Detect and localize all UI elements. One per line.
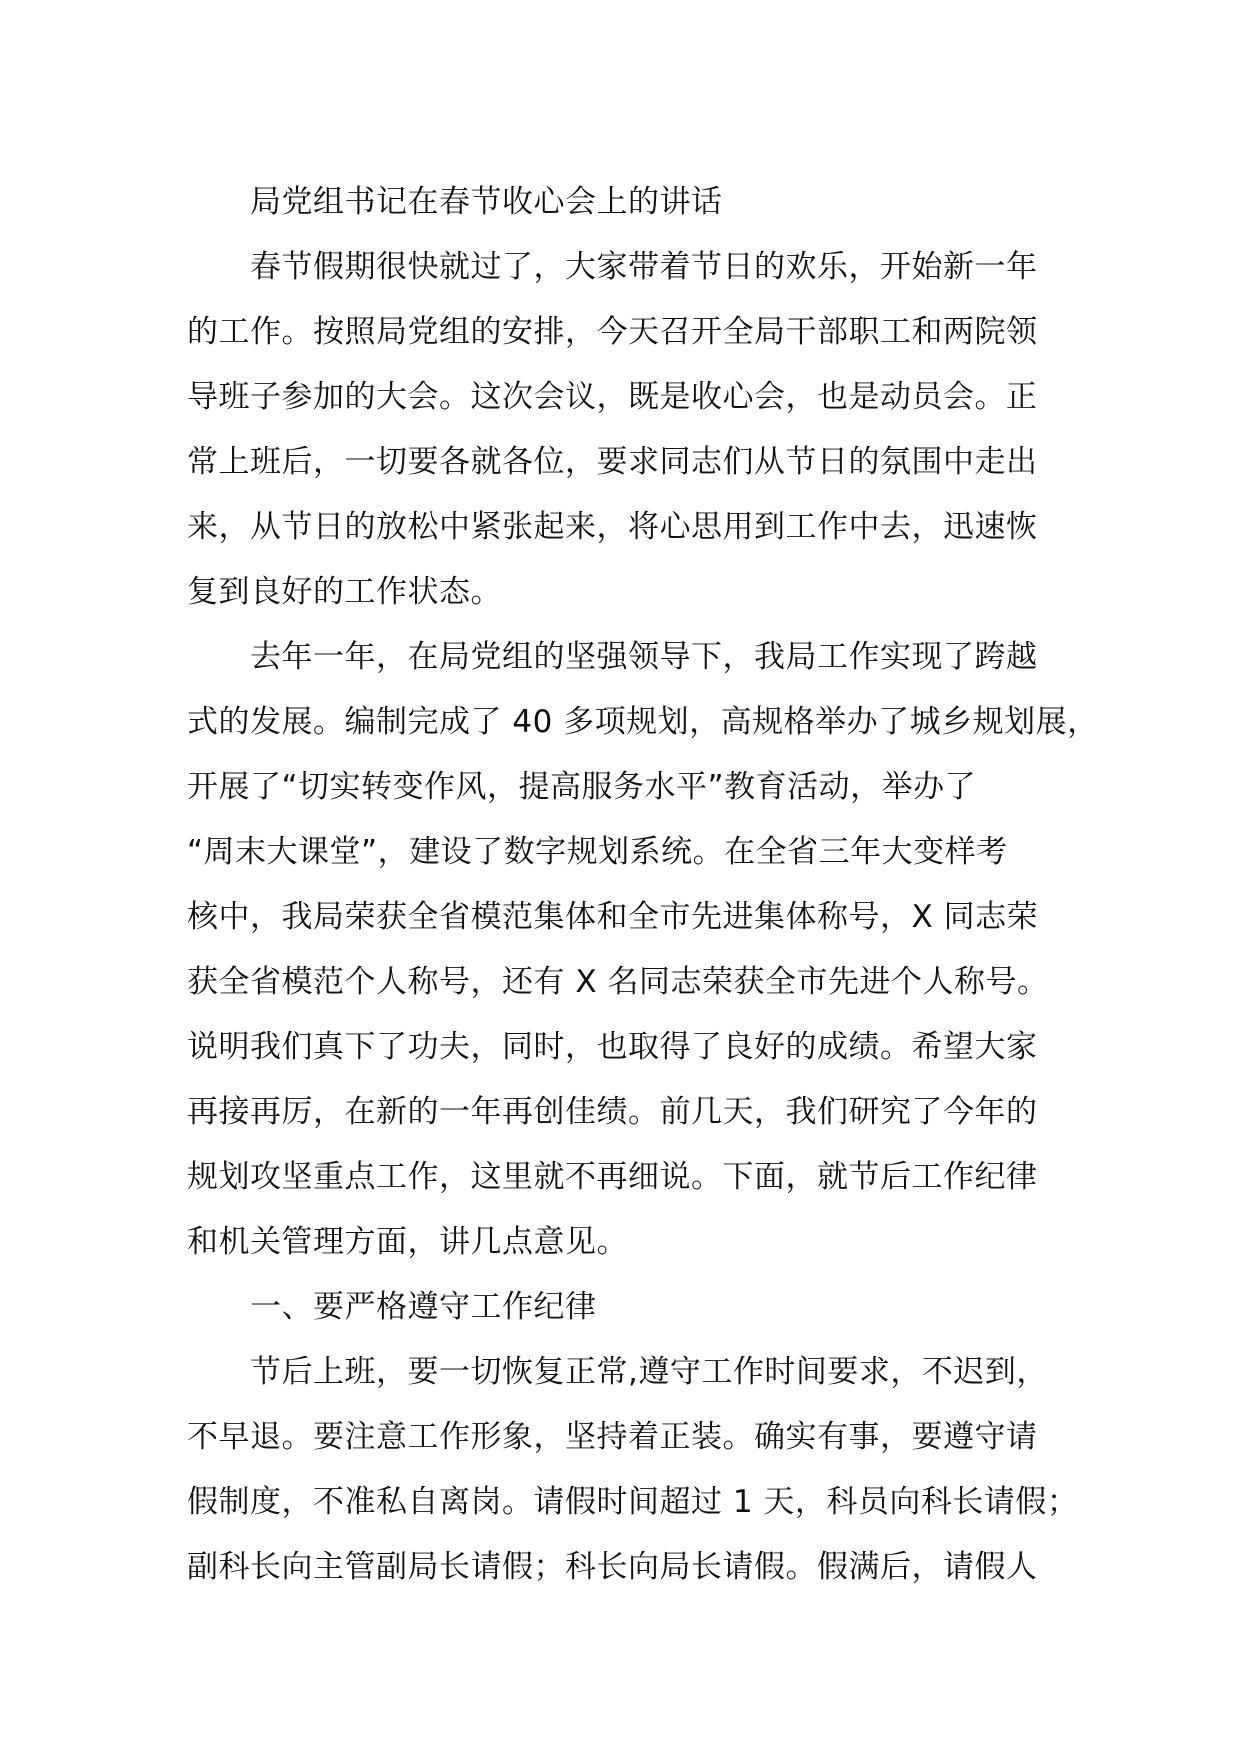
paragraph-line: 规划攻坚重点工作，这里就不再细说。下面，就节后工作纪律 — [187, 1159, 1038, 1195]
paragraph-line: 节后上班，要一切恢复正常,遵守工作时间要求，不迟到， — [250, 1354, 1048, 1390]
section-heading: 一、要严格遵守工作纪律 — [250, 1289, 597, 1325]
paragraph-line: 的工作。按照局党组的安排，今天召开全局干部职工和两院领 — [187, 314, 1038, 350]
paragraph-line: 春节假期很快就过了，大家带着节日的欢乐，开始新一年 — [250, 249, 1038, 285]
paragraph-line: 开展了“切实转变作风，提高服务水平”教育活动，举办了 — [187, 769, 977, 805]
paragraph-line: “周末大课堂”，建设了数字规划系统。在全省三年大变样考 — [187, 834, 1008, 870]
paragraph-line: 导班子参加的大会。这次会议，既是收心会，也是动员会。正 — [187, 379, 1038, 415]
paragraph-line: 获全省模范个人称号，还有 X 名同志荣获全市先进个人称号。 — [187, 964, 1049, 1000]
paragraph-line: 常上班后，一切要各就各位，要求同志们从节日的氛围中走出 — [187, 444, 1038, 480]
paragraph-line: 假制度，不准私自离岗。请假时间超过 1 天，科员向科长请假； — [187, 1484, 1079, 1520]
document-body — [187, 170, 1099, 1600]
paragraph-line: 副科长向主管副局长请假；科长向局长请假。假满后，请假人 — [187, 1549, 1038, 1585]
paragraph-line: 式的发展。编制完成了 40 多项规划，高规格举办了城乡规划展， — [187, 704, 1099, 740]
paragraph-line: 不早退。要注意工作形象，坚持着正装。确实有事，要遵守请 — [187, 1419, 1038, 1455]
paragraph-line: 来，从节日的放松中紧张起来，将心思用到工作中去，迅速恢 — [187, 509, 1038, 545]
document-title: 局党组书记在春节收心会上的讲话 — [250, 184, 723, 220]
paragraph-line: 和机关管理方面，讲几点意见。 — [187, 1224, 628, 1260]
paragraph-line: 核中，我局荣获全省模范集体和全市先进集体称号，X 同志荣 — [187, 899, 1039, 935]
paragraph-line: 说明我们真下了功夫，同时，也取得了良好的成绩。希望大家 — [187, 1029, 1038, 1065]
paragraph-line: 复到良好的工作状态。 — [187, 574, 502, 610]
paragraph-line: 去年一年，在局党组的坚强领导下，我局工作实现了跨越 — [250, 639, 1038, 675]
paragraph-line: 再接再厉，在新的一年再创佳绩。前几天，我们研究了今年的 — [187, 1094, 1038, 1130]
